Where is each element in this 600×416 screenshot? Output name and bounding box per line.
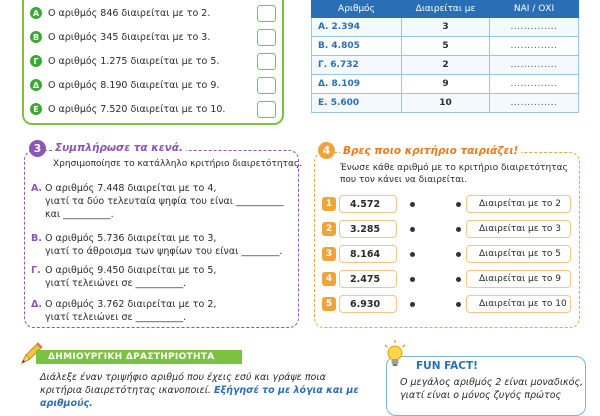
match-dot[interactable] xyxy=(410,202,415,207)
fill-item xyxy=(31,298,293,324)
item-letter: Δ. xyxy=(31,299,42,310)
statement-text: Ο αριθμός 345 διαιρείται με το 3. xyxy=(48,31,211,43)
letter-badge: Δ xyxy=(30,79,42,91)
letter-badge: Ε xyxy=(30,103,42,115)
item-line[interactable]: και __________. xyxy=(45,209,114,220)
column-header: ΝΑΙ / ΟΧΙ xyxy=(490,1,579,18)
answer-checkbox[interactable] xyxy=(257,101,276,118)
fun-fact-text: Ο μεγάλος αριθμός 2 είναι μοναδικός, γιατί είναι ο μόνος ζυγός πρώτος xyxy=(400,377,584,401)
table-row xyxy=(312,94,579,113)
match-dot[interactable] xyxy=(456,252,461,257)
match-criterion: Διαιρείται με το 3 xyxy=(466,220,571,238)
answer-checkbox[interactable] xyxy=(257,29,276,46)
match-dot[interactable] xyxy=(410,227,415,232)
divisor-cell: 5 xyxy=(402,37,490,56)
fill-item xyxy=(31,264,293,290)
match-dot[interactable] xyxy=(456,302,461,307)
match-number-value: 4.572 xyxy=(339,195,397,213)
activity-instruction: Διάλεξε έναν τριψήφιο αριθμό που έχεις εσύ και γράψε ποια κριτήρια διαιρετότητας ικανοποιεί. xyxy=(40,372,326,396)
letter-badge: Γ xyxy=(30,55,42,67)
item-line[interactable]: γιατί το άθροισμα των ψηφίων του είναι ________. xyxy=(45,246,283,257)
table-row xyxy=(312,75,579,94)
answer-checkbox[interactable] xyxy=(257,77,276,94)
activity-text xyxy=(40,371,370,410)
match-number-value: 8.164 xyxy=(339,245,397,263)
column-header: Διαιρείται με xyxy=(402,1,490,18)
match-number xyxy=(322,295,402,313)
statement-text: Ο αριθμός 846 διαιρείται με το 2. xyxy=(48,7,211,19)
statement-text: Ο αριθμός 7.520 διαιρείται με το 10. xyxy=(48,103,226,115)
answer-cell[interactable]: .............. xyxy=(490,56,579,75)
number-cell: Β. 4.805 xyxy=(312,37,402,56)
item-line: Ο αριθμός 7.448 διαιρείται με το 4, xyxy=(45,183,217,194)
answer-cell[interactable]: .............. xyxy=(490,18,579,37)
statement-row xyxy=(30,27,276,47)
number-cell: Γ. 6.732 xyxy=(312,56,402,75)
lightbulb-icon xyxy=(383,340,407,370)
match-criterion: Διαιρείται με το 2 xyxy=(466,195,571,213)
section-number-badge: 4 xyxy=(318,142,335,159)
statement-row xyxy=(30,99,276,119)
match-number-value: 3.285 xyxy=(339,220,397,238)
match-number xyxy=(322,245,402,263)
number-cell: Δ. 8.109 xyxy=(312,75,402,94)
match-badge: 4 xyxy=(322,272,336,286)
match-badge: 2 xyxy=(322,222,336,236)
match-dot[interactable] xyxy=(410,277,415,282)
table-row xyxy=(312,37,579,56)
item-line[interactable]: γιατί τελειώνει σε __________. xyxy=(45,312,187,323)
item-line[interactable]: γιατί τελειώνει σε __________. xyxy=(45,278,187,289)
answer-cell[interactable]: .............. xyxy=(490,94,579,113)
section-title: Συμπλήρωσε τα κενά. xyxy=(52,142,186,154)
section-instruction: Χρησιμοποίησε το κατάλληλο κριτήριο διαιρετότητας. xyxy=(53,159,303,169)
match-criterion: Διαιρείται με το 10 xyxy=(466,295,571,313)
statement-text: Ο αριθμός 1.275 διαιρείται με το 5. xyxy=(48,55,220,67)
match-dot[interactable] xyxy=(456,277,461,282)
statement-row xyxy=(30,51,276,71)
match-number xyxy=(322,270,402,288)
match-criterion: Διαιρείται με το 9 xyxy=(466,270,571,288)
item-line: Ο αριθμός 5.736 διαιρείται με το 3, xyxy=(45,233,217,244)
match-badge: 3 xyxy=(322,247,336,261)
number-cell: Α. 2.394 xyxy=(312,18,402,37)
match-dot[interactable] xyxy=(410,252,415,257)
letter-badge: Α xyxy=(30,7,42,19)
match-number xyxy=(322,220,402,238)
match-number xyxy=(322,195,402,213)
table-row xyxy=(312,56,579,75)
answer-checkbox[interactable] xyxy=(257,53,276,70)
divisibility-table xyxy=(311,0,579,113)
match-number-value: 6.930 xyxy=(339,295,397,313)
statement-row xyxy=(30,75,276,95)
activity-emphasis: Εξήγησέ το με λόγια και με αριθμούς. xyxy=(40,385,359,409)
match-badge: 5 xyxy=(322,297,336,311)
match-number-value: 2.475 xyxy=(339,270,397,288)
fun-fact-title: FUN FACT! xyxy=(416,360,478,372)
section-number-badge: 3 xyxy=(29,140,46,157)
activity-banner: ΔΗΜΙΟΥΡΓΙΚΗ ΔΡΑΣΤΗΡΙΟΤΗΤΑ xyxy=(36,350,242,364)
answer-checkbox[interactable] xyxy=(257,5,276,22)
divisor-cell: 10 xyxy=(402,94,490,113)
number-cell: Ε. 5.600 xyxy=(312,94,402,113)
column-header: Αριθμός xyxy=(312,1,402,18)
item-line: Ο αριθμός 9.450 διαιρείται με το 5, xyxy=(45,265,217,276)
letter-badge: Β xyxy=(30,31,42,43)
table-header-row xyxy=(312,1,579,18)
section-title: Βρες ποιο κριτήριο ταιριάζει! xyxy=(340,145,521,157)
statement-text: Ο αριθμός 8.190 διαιρείται με το 9. xyxy=(48,79,220,91)
divisor-cell: 9 xyxy=(402,75,490,94)
match-dot[interactable] xyxy=(456,227,461,232)
item-letter: Γ. xyxy=(31,265,41,276)
divisor-cell: 2 xyxy=(402,56,490,75)
table-row xyxy=(312,18,579,37)
match-dot[interactable] xyxy=(410,302,415,307)
divisor-cell: 3 xyxy=(402,18,490,37)
answer-cell[interactable]: .............. xyxy=(490,75,579,94)
item-line[interactable]: γιατί τα δύο τελευταία ψηφία του είναι __________ xyxy=(45,196,284,207)
fill-item xyxy=(31,182,293,221)
fill-item xyxy=(31,232,293,258)
match-dot[interactable] xyxy=(456,202,461,207)
answer-cell[interactable]: .............. xyxy=(490,37,579,56)
match-criterion: Διαιρείται με το 5 xyxy=(466,245,571,263)
item-line: Ο αριθμός 3.762 διαιρείται με το 2, xyxy=(45,299,217,310)
match-badge: 1 xyxy=(322,197,336,211)
section-instruction: Ένωσε κάθε αριθμό με το κριτήριο διαιρετότητας που τον κάνει να διαιρείται. xyxy=(340,163,568,185)
item-letter: Α. xyxy=(31,183,42,194)
statement-row xyxy=(30,3,276,23)
item-letter: Β. xyxy=(31,233,42,244)
